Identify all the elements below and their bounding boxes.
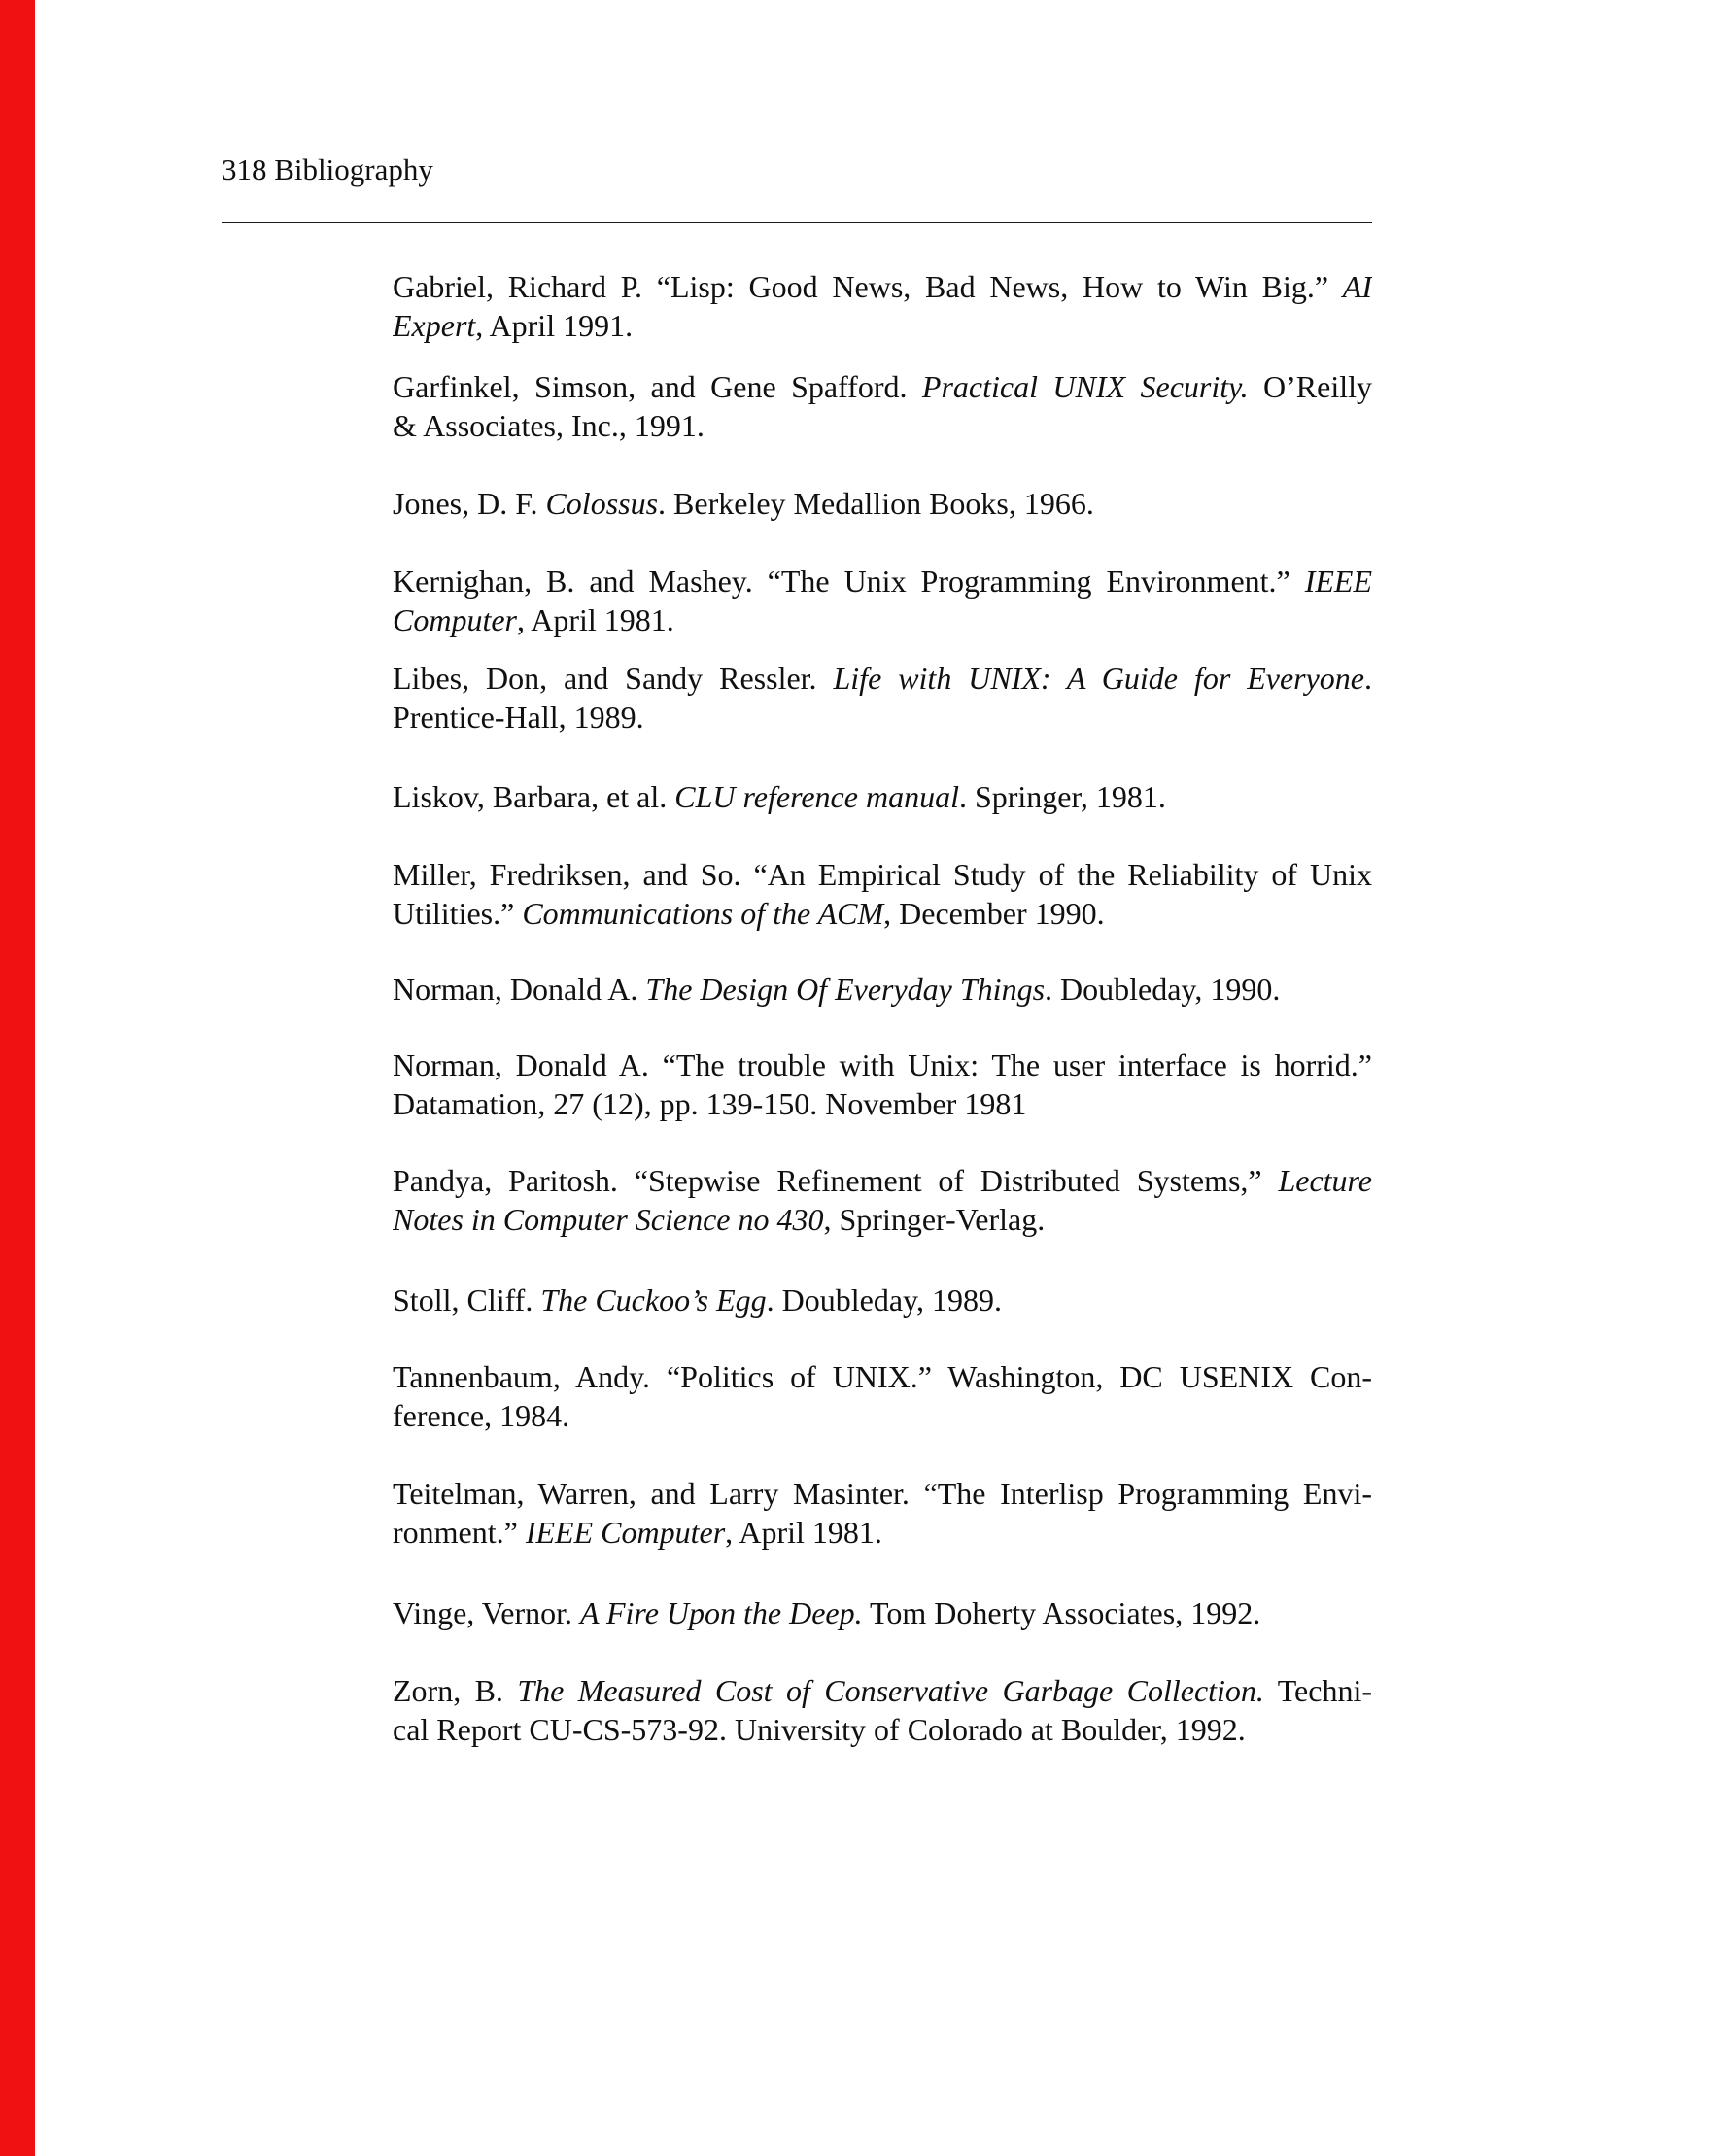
bibliography-entry-norman-design: [393, 970, 1372, 1009]
text-segment: Tannenbaum, Andy. “Politics of UNIX.” Washington, DC USENIX Con-: [393, 1359, 1372, 1394]
bibliography-line: [393, 600, 1372, 639]
running-head: 318 Bibliography: [222, 153, 433, 187]
bibliography-entry-garfinkel: [393, 367, 1372, 445]
text-segment: Gabriel, Richard P. “Lisp: Good News, Bad News, How to Win Big.”: [393, 269, 1343, 304]
bibliography-entry-kernighan: [393, 562, 1372, 639]
text-segment: Libes, Don, and Sandy Ressler.: [393, 661, 834, 696]
text-segment: Kernighan, B. and Mashey. “The Unix Programming Environment.”: [393, 564, 1305, 599]
bibliography-line: [393, 484, 1372, 523]
text-segment: O’Reilly: [1248, 369, 1372, 404]
text-segment: cal Report CU-CS-573-92. University of Colorado at Boulder, 1992.: [393, 1712, 1246, 1747]
bibliography-line: [393, 1593, 1372, 1632]
italic-title-segment: A Fire Upon the Deep.: [580, 1595, 863, 1630]
bibliography-entry-pandya: [393, 1161, 1372, 1239]
bibliography-entry-tannenbaum: [393, 1357, 1372, 1435]
bibliography-line: [393, 1513, 1372, 1552]
text-segment: Garfinkel, Simson, and Gene Spafford.: [393, 369, 922, 404]
bibliography-line: [393, 406, 1372, 445]
text-segment: Vinge, Vernor.: [393, 1595, 581, 1630]
bibliography-line: [393, 367, 1372, 406]
text-segment: Norman, Donald A.: [393, 972, 646, 1007]
bibliography-line: [393, 1161, 1372, 1200]
bibliography-entry-liskov: [393, 777, 1372, 816]
text-segment: Datamation, 27 (12), pp. 139-150. November 1981: [393, 1086, 1027, 1121]
text-segment: Liskov, Barbara, et al.: [393, 779, 675, 814]
bibliography-line: [393, 1710, 1372, 1749]
text-segment: . Berkeley Medallion Books, 1966.: [658, 486, 1094, 521]
bibliography-line: [393, 777, 1372, 816]
text-segment: , April 1981.: [517, 602, 674, 637]
italic-title-segment: CLU reference manual: [674, 779, 959, 814]
bibliography-line: [393, 1396, 1372, 1435]
bibliography-line: [393, 659, 1372, 698]
text-segment: .: [1364, 661, 1372, 696]
bibliography-line: [393, 1281, 1372, 1319]
italic-title-segment: Communications of the ACM: [522, 896, 884, 931]
bibliography-line: [393, 1200, 1372, 1239]
bibliography-entry-zorn: [393, 1671, 1372, 1749]
bibliography-entry-stoll: [393, 1281, 1372, 1319]
text-segment: ference, 1984.: [393, 1398, 570, 1433]
italic-title-segment: The Design Of Everyday Things: [645, 972, 1046, 1007]
bibliography-entry-gabriel: [393, 267, 1372, 345]
italic-title-segment: IEEE Computer: [525, 1515, 726, 1550]
bibliography-line: [393, 562, 1372, 600]
italic-title-segment: The Measured Cost of Conservative Garbage Collection.: [517, 1673, 1264, 1708]
bibliography-line: [393, 306, 1372, 345]
text-segment: Jones, D. F.: [393, 486, 546, 521]
text-segment: Norman, Donald A. “The trouble with Unix: The user interface is horrid.”: [393, 1047, 1372, 1082]
bibliography-line: [393, 894, 1372, 933]
text-segment: Tom Doherty Associates, 1992.: [862, 1595, 1261, 1630]
text-segment: Prentice-Hall, 1989.: [393, 700, 644, 735]
bibliography-line: [393, 1357, 1372, 1396]
text-segment: Zorn, B.: [393, 1673, 518, 1708]
text-segment: Miller, Fredriksen, and So. “An Empirical Study of the Reliability of Unix: [393, 857, 1372, 892]
bibliography-line: [393, 1671, 1372, 1710]
italic-title-segment: IEEE: [1304, 564, 1372, 599]
bibliography-line: [393, 1474, 1372, 1513]
bibliography-entry-vinge: [393, 1593, 1372, 1632]
text-segment: Pandya, Paritosh. “Stepwise Refinement of Distributed Systems,”: [393, 1163, 1279, 1198]
text-segment: & Associates, Inc., 1991.: [393, 408, 705, 443]
bibliography-line: [393, 267, 1372, 306]
italic-title-segment: Life with UNIX: A Guide for Everyone: [833, 661, 1365, 696]
italic-title-segment: Lecture: [1278, 1163, 1372, 1198]
bibliography-entry-miller: [393, 855, 1372, 933]
text-segment: . Springer, 1981.: [958, 779, 1166, 814]
text-segment: , April 1981.: [725, 1515, 882, 1550]
text-segment: , December 1990.: [883, 896, 1105, 931]
text-segment: Teitelman, Warren, and Larry Masinter. “The Interlisp Programming Envi-: [393, 1476, 1372, 1511]
italic-title-segment: AI: [1342, 269, 1372, 304]
text-segment: . Doubleday, 1989.: [766, 1283, 1002, 1318]
text-segment: Utilities.”: [393, 896, 523, 931]
text-segment: , April 1991.: [475, 308, 634, 343]
italic-title-segment: The Cuckoo’s Egg: [540, 1283, 767, 1318]
text-segment: , Springer-Verlag.: [823, 1202, 1046, 1237]
text-segment: Techni-: [1263, 1673, 1372, 1708]
italic-title-segment: Expert: [393, 308, 476, 343]
bibliography-entry-teitelman: [393, 1474, 1372, 1552]
text-segment: . Doubleday, 1990.: [1045, 972, 1281, 1007]
italic-title-segment: Notes in Computer Science no 430: [393, 1202, 824, 1237]
bibliography-entry-libes: [393, 659, 1372, 736]
bibliography-line: [393, 698, 1372, 736]
bibliography-line: [393, 855, 1372, 894]
text-segment: Stoll, Cliff.: [393, 1283, 541, 1318]
italic-title-segment: Computer: [393, 602, 517, 637]
bibliography-line: [393, 1084, 1372, 1123]
italic-title-segment: Colossus: [545, 486, 659, 521]
bibliography-line: [393, 970, 1372, 1009]
text-segment: ronment.”: [393, 1515, 526, 1550]
bibliography-entry-norman-trouble: [393, 1045, 1372, 1123]
bibliography-entry-jones: [393, 484, 1372, 523]
bibliography-line: [393, 1045, 1372, 1084]
italic-title-segment: Practical UNIX Security.: [921, 369, 1249, 404]
